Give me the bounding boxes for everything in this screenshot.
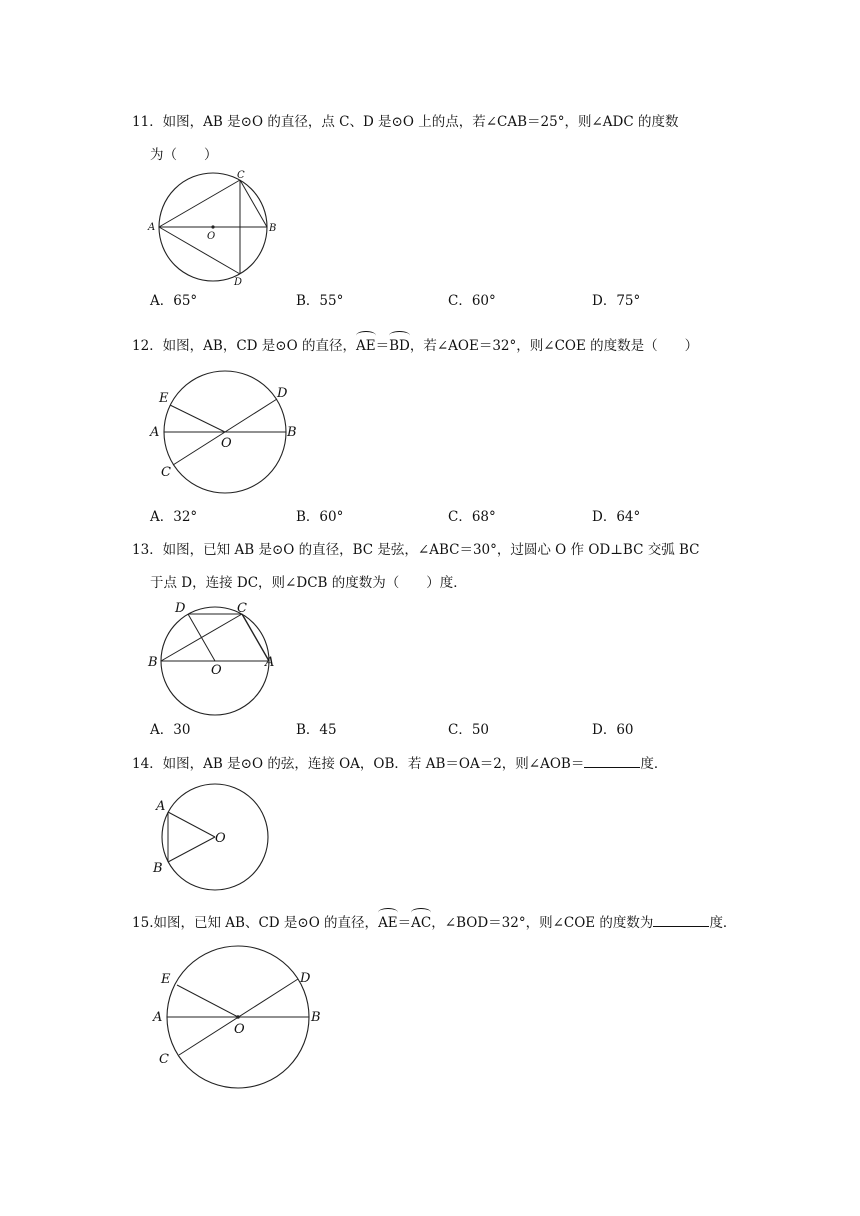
q11-line1 bbox=[132, 113, 678, 131]
q11-number: 11 bbox=[132, 114, 150, 130]
q15-stem-b: ，∠BOD＝32°，则∠COE 的度数为 bbox=[431, 915, 654, 931]
q15-answer-blank[interactable] bbox=[653, 914, 709, 927]
q12-label-e: E bbox=[159, 391, 169, 406]
q15-stem-a: .如图，已知 AB、CD 是⊙O 的直径， bbox=[149, 915, 379, 931]
q15-label-o: O bbox=[234, 1022, 245, 1037]
q15-arc-ae: AE bbox=[378, 910, 398, 932]
q14-segment-ob bbox=[168, 837, 215, 862]
q15-label-e: E bbox=[161, 972, 171, 987]
q12-figure bbox=[145, 370, 305, 498]
q11-chord-cb bbox=[240, 180, 267, 227]
q13-line1 bbox=[132, 541, 700, 559]
q14-line1 bbox=[132, 755, 667, 773]
q14-number: 14 bbox=[132, 756, 150, 772]
q11-label-d: D bbox=[234, 277, 243, 288]
q11-label-c: C bbox=[237, 170, 245, 181]
q15-label-d: D bbox=[300, 971, 311, 986]
q11-line2: 为（ ） bbox=[150, 147, 218, 163]
q12-option-d[interactable]: D．64° bbox=[592, 509, 641, 525]
q15-label-a: A bbox=[153, 1010, 163, 1025]
q15-radius-oe bbox=[177, 985, 238, 1017]
q11-option-b[interactable]: B．55° bbox=[296, 293, 344, 309]
q13-chord-ca bbox=[242, 614, 269, 661]
q11-label-a: A bbox=[148, 222, 156, 233]
q15-line1 bbox=[132, 910, 736, 932]
q12-arc-ae: AE bbox=[356, 333, 376, 355]
q11-chord-ac bbox=[159, 180, 240, 227]
q15-label-b: B bbox=[311, 1010, 321, 1025]
q13-segment-od bbox=[188, 614, 215, 661]
q12-label-c: C bbox=[161, 465, 171, 480]
q13-option-a[interactable]: A．30 bbox=[150, 722, 191, 738]
q12-stem-a: ．如图，AB，CD 是⊙O 的直径， bbox=[149, 338, 356, 354]
q14-stem-a: ．如图，AB 是⊙O 的弦，连接 OA，OB．若 AB＝OA＝2，则∠AOB＝ bbox=[149, 756, 585, 772]
q12-stem-b: ，若∠AOE＝32°，则∠COE 的度数是（ ） bbox=[409, 338, 699, 354]
q13-number: 13 bbox=[132, 542, 150, 558]
q14-stem-b: 度． bbox=[640, 756, 668, 772]
q13-label-d: D bbox=[175, 601, 186, 616]
q12-radius-oe bbox=[170, 405, 225, 432]
q13-stem: ．如图，已知 AB 是⊙O 的直径，BC 是弦，∠ABC＝30°，过圆心 O 作 OD⊥BC 交弧 BC bbox=[149, 542, 700, 558]
q13-label-c: C bbox=[237, 601, 247, 616]
q11-label-o: O bbox=[207, 231, 216, 242]
q13-option-b[interactable]: B．45 bbox=[296, 722, 337, 738]
q12-label-a: A bbox=[150, 425, 160, 440]
q13-figure bbox=[145, 598, 285, 712]
q12-option-a[interactable]: A．32° bbox=[150, 509, 198, 525]
q13-label-b: B bbox=[148, 655, 158, 670]
q12-label-o: O bbox=[221, 436, 232, 451]
q12-equals: ＝ bbox=[375, 338, 390, 354]
q13-label-a: A bbox=[265, 655, 275, 670]
q14-label-a: A bbox=[156, 799, 166, 814]
q11-option-d[interactable]: D．75° bbox=[592, 293, 641, 309]
q14-answer-blank[interactable] bbox=[584, 755, 640, 768]
q13-label-o: O bbox=[211, 663, 222, 678]
q12-label-b: B bbox=[287, 425, 297, 440]
q11-label-b: B bbox=[269, 223, 277, 234]
q11-stem: ．如图，AB 是⊙O 的直径，点 C、D 是⊙O 上的点，若∠CAB＝25°，则∠ADC 的度数 bbox=[149, 114, 679, 130]
q15-arc-ac: AC bbox=[411, 910, 431, 932]
q13-option-d[interactable]: D．60 bbox=[592, 722, 634, 738]
q11-center-dot bbox=[211, 225, 214, 228]
q12-line1 bbox=[132, 333, 698, 355]
q15-center-dot bbox=[236, 1015, 240, 1019]
q15-stem-c: 度． bbox=[709, 915, 737, 931]
q14-figure bbox=[145, 780, 270, 892]
q14-label-b: B bbox=[153, 861, 163, 876]
q13-option-c[interactable]: C．50 bbox=[448, 722, 490, 738]
q15-label-c: C bbox=[159, 1052, 169, 1067]
q12-option-c[interactable]: C．68° bbox=[448, 509, 496, 525]
q12-number: 12 bbox=[132, 338, 150, 354]
q15-equals: ＝ bbox=[397, 915, 412, 931]
q15-number: 15 bbox=[132, 915, 150, 931]
q12-label-d: D bbox=[277, 386, 288, 401]
q15-figure bbox=[145, 945, 335, 1083]
q14-label-o: O bbox=[215, 831, 226, 846]
q11-chord-ad bbox=[159, 227, 240, 274]
q11-figure bbox=[145, 168, 285, 290]
q14-segment-oa bbox=[168, 812, 215, 837]
q12-arc-bd: BD bbox=[389, 333, 410, 355]
q11-option-c[interactable]: C．60° bbox=[448, 293, 496, 309]
q12-option-b[interactable]: B．60° bbox=[296, 509, 344, 525]
q13-line2: 于点 D，连接 DC，则∠DCB 的度数为（ ）度． bbox=[150, 575, 467, 591]
q11-option-a[interactable]: A．65° bbox=[150, 293, 198, 309]
